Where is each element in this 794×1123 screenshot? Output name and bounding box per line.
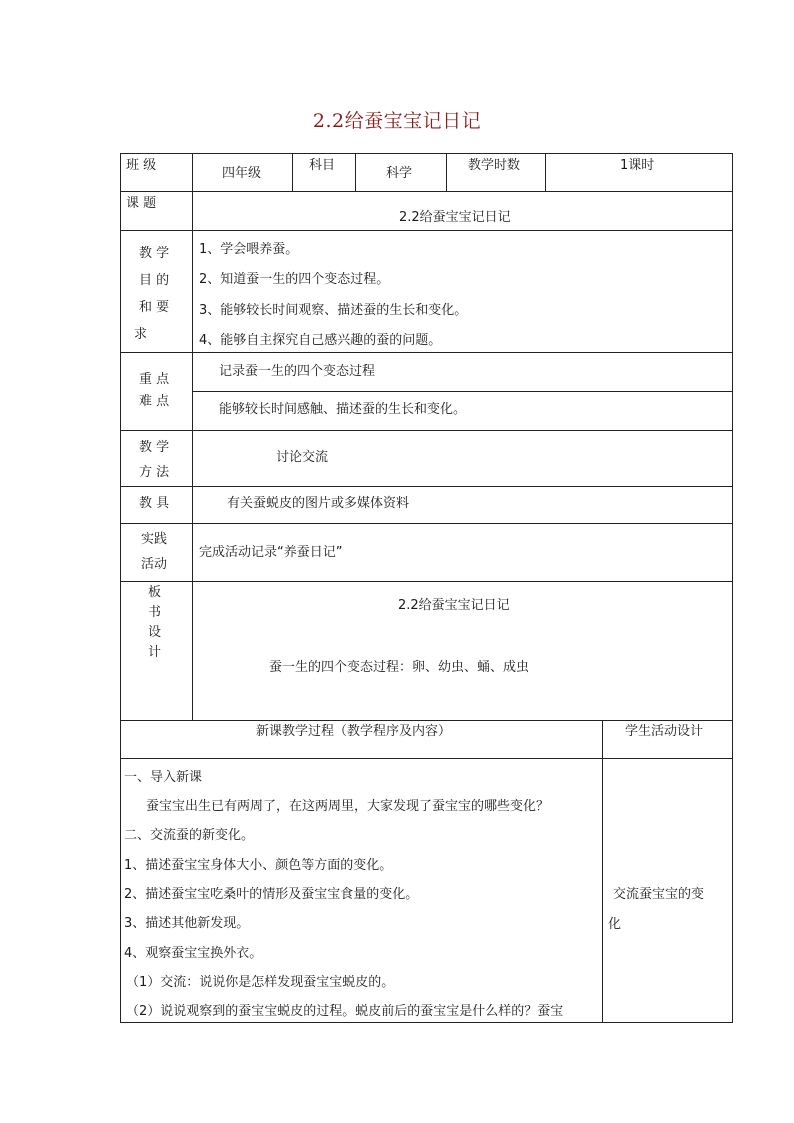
tools-label: 教 具: [139, 496, 170, 511]
method-label-2: 方 法: [139, 465, 170, 480]
process-header: 新课教学过程（教学程序及内容）: [256, 724, 452, 739]
board-label-4: 计: [148, 645, 162, 660]
practice-label-1: 实践: [141, 532, 168, 547]
process-line: （2）说说观察到的蚕宝宝蜕皮的过程。蜕皮前后的蚕宝宝是什么样的？蚕宝: [126, 1004, 564, 1019]
process-line: 一、导入新课: [124, 770, 203, 785]
document-title: 2.2给蚕宝宝记日记: [312, 110, 482, 132]
process-line: 3、描述其他新发现。: [124, 916, 250, 931]
list-item: 4、能够自主探究自己感兴趣的蚕的问题。: [199, 333, 442, 348]
class-label: 班 级: [126, 158, 157, 173]
subject-label: 科目: [309, 158, 336, 173]
process-line: 2、描述蚕宝宝吃桑叶的情形及蚕宝宝食量的变化。: [124, 887, 419, 902]
board-title: 2.2给蚕宝宝记日记: [398, 598, 510, 613]
board-content: 蚕一生的四个变态过程：卵、幼虫、蛹、成虫: [269, 660, 530, 675]
process-line: 二、交流蚕的新变化。: [124, 828, 255, 843]
key-points-label-2: 难 点: [139, 394, 170, 409]
process-line: 4、观察蚕宝宝换外衣。: [124, 946, 263, 961]
topic-value: 2.2给蚕宝宝记日记: [399, 210, 511, 225]
key-point-text: 记录蚕一生的四个变态过程: [219, 364, 376, 379]
board-label-3: 设: [148, 625, 162, 640]
method-label-1: 教 学: [139, 440, 170, 455]
practice-label-2: 活动: [141, 557, 168, 572]
hours-label: 教学时数: [468, 158, 521, 173]
student-activity-header: 学生活动设计: [625, 724, 704, 739]
topic-label: 课 题: [126, 196, 157, 211]
class-value: 四年级: [222, 166, 262, 181]
process-line: （1）交流：说说你是怎样发现蚕宝宝蜕皮的。: [126, 975, 395, 990]
key-points-label-1: 重 点: [139, 372, 170, 387]
process-line: 1、描述蚕宝宝身体大小、颜色等方面的变化。: [124, 858, 393, 873]
hours-value: 1课时: [620, 158, 655, 173]
process-line: 蚕宝宝出生已有两周了，在这两周里，大家发现了蚕宝宝的哪些变化？: [133, 799, 550, 814]
list-item: 3、能够较长时间观察、描述蚕的生长和变化。: [199, 303, 468, 318]
subject-value: 科学: [386, 166, 413, 181]
board-label-2: 书: [148, 605, 162, 620]
practice-value: 完成活动记录“养蚕日记”: [199, 545, 343, 560]
list-item: 2、知道蚕一生的四个变态过程。: [199, 272, 390, 287]
method-value: 讨论交流: [276, 450, 329, 465]
tools-value: 有关蚕蜕皮的图片或多媒体资料: [227, 496, 410, 511]
difficult-point-text: 能够较长时间感触、描述蚕的生长和变化。: [219, 402, 467, 417]
board-label-1: 板: [148, 585, 162, 600]
list-item: 1、学会喂养蚕。: [199, 242, 299, 257]
